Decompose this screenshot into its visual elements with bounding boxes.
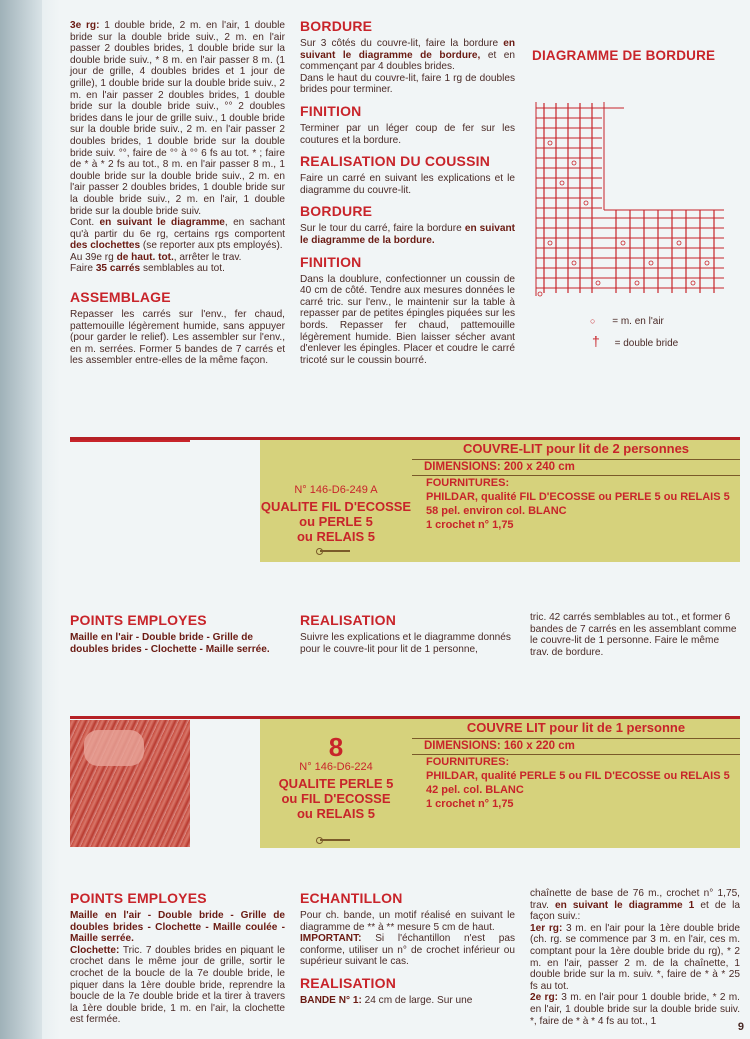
band-ref-panel xyxy=(260,440,412,562)
legend-treble-label: = double bride xyxy=(614,338,679,349)
crochet-hook-icon xyxy=(320,839,350,841)
heading-bordure-2: BORDURE xyxy=(300,203,373,220)
heading-finition: FINITION xyxy=(300,102,362,119)
paragraph-count xyxy=(70,263,285,275)
border-diagram xyxy=(534,98,730,300)
bold-text: en suivant le diagramme 1 xyxy=(554,899,695,911)
paragraph-continue xyxy=(70,217,285,252)
band-spec-panel xyxy=(412,719,740,848)
bold-text: 35 carrés xyxy=(95,263,141,275)
quality-line-2: ou PERLE 5 xyxy=(299,514,373,529)
heading-realisation-2: REALISATION xyxy=(300,974,397,991)
bedspread-photo xyxy=(70,720,190,847)
bold-text: des clochettes xyxy=(70,240,141,252)
paragraph-important xyxy=(300,933,515,968)
diagram-title: DIAGRAMME DE BORDURE xyxy=(532,48,716,63)
paragraph-assemblage: Repasser les carrés sur l'env., fer chaud, pattemouille légèrement humide, sans appuyer (pour garder le relief). Les assembler sur l'env., en m. serrées. Former 5 bandes de 7 carrés et les assembler entre-elles de la même façon. xyxy=(70,309,285,367)
paragraph-echantillon: Pour ch. bande, un motif réalisé en suivant le diagramme de ** à ** mesure 5 cm de haut. xyxy=(300,910,515,933)
lead-text: 2e rg: xyxy=(530,992,558,1004)
band-fournitures-label: FOURNITURES: xyxy=(426,756,510,768)
band-fourniture-2: 42 pel. col. BLANC xyxy=(426,784,524,796)
binding-edge xyxy=(0,0,42,1039)
body-text: 1 double bride, 2 m. en l'air, 1 double bride sur la double bride suiv., 2 m. en l'air passer 2 doubles brides, 1 double bride sur la double bride suiv., * 8 m. en l'air passer 8 m. (1 jour de grille, 4 doubles brides et 1 jour de grille), 1 double bride sur la double bride suiv., 2 m. en l'air passer 2 doubles brides, 1 double bride sur la double bride suiv., °° 2 doubles brides dans le jour de grille suiv., 1 double bride sur la double bride suiv., 2 m. en l'air passer 2 doubles brides, 1 double bride sur la double bride suiv. °°, faire de °° à °° 6 fs au tot. * ; faire de * à * 2 fs au tot., 8 m. en l'air passer 8 m., 1 double bride sur la double bride suiv., 2 m. en l'air passer 2 doubles brides, 1 double bride sur la double bride suiv., 2 m. en l'air, 1 double bride sur la double bride suiv. xyxy=(70,20,285,217)
paragraph-coussin: Faire un carré en suivant les explications et le diagramme du couvre-lit. xyxy=(300,173,515,196)
quality-line-1: QUALITE PERLE 5 xyxy=(278,776,394,791)
reference-block xyxy=(260,484,412,544)
body-text: Tric. 7 doubles brides en piquant le crochet dans le même jour de grille, sortir le crochet de la boucle de la 7e double bride, le piquer dans la 1ère double bride, reprendre la boucle de la 7e double bride et la tirer à travers la 1ère double bride, 1 m. en l'air, la clochette est fermée. xyxy=(70,944,285,1026)
heading-points-2: POINTS EMPLOYES xyxy=(70,890,207,906)
bold-text: en suivant le diagramme de bordure, xyxy=(300,38,515,61)
crochet-hook-icon xyxy=(320,550,350,552)
reference-number: N° 146-D6-224 xyxy=(299,761,373,773)
band-fourniture-3: 1 crochet n° 1,75 xyxy=(426,519,514,531)
band-fourniture-1: PHILDAR, qualité PERLE 5 ou FIL D'ECOSSE ou RELAIS 5 xyxy=(426,770,730,782)
product-band-2 xyxy=(70,716,740,848)
column-1-bottom xyxy=(70,890,285,1026)
body-text: chaînette de base de 76 m., crochet n° 1,75, trav. xyxy=(530,888,740,911)
band-dimensions: DIMENSIONS: 160 x 220 cm xyxy=(412,739,740,755)
paragraph-bordure-2 xyxy=(300,223,515,246)
body-text: semblables au tot. xyxy=(140,263,225,275)
body-text: 3 m. en l'air pour 1 double bride, * 2 m. en l'air, 1 double bride sur la double bride suiv. *, faire de * à * 4 fs au tot., 1 xyxy=(530,992,740,1027)
bold-text: en suivant le diagramme de la bordure. xyxy=(300,223,516,246)
body-text: , arrêter le trav. xyxy=(173,251,242,263)
heading-assemblage: ASSEMBLAGE xyxy=(70,289,171,306)
chain-stitch-icon: ○ xyxy=(590,316,596,326)
band-ref-panel xyxy=(260,719,412,848)
quality-line-3: ou RELAIS 5 xyxy=(296,806,375,821)
body-text: Si l'échantillon n'est pas conforme, utiliser un n° de crochet inférieur ou supérieur suivant le cas. xyxy=(300,933,515,968)
band-fourniture-3: 1 crochet n° 1,75 xyxy=(426,798,514,810)
paragraph-finition-2: Dans la doublure, confectionner un coussin de 40 cm de côté. Tendre aux mesures données le carré tric. sur l'env., le maintenir sur la table à repasser par de petites épingles piquées sur les bords. Repasser fer chaud, pattemouille légèrement humide. Bien laisser sécher avant d'enlever les épingles. Placer et coudre le carré tricoté sur le coussin bourré. xyxy=(300,273,515,366)
heading-coussin: REALISATION DU COUSSIN xyxy=(300,153,491,170)
band-fournitures-label: FOURNITURES: xyxy=(426,477,510,489)
paragraph-realisation-1-cont: tric. 42 carrés semblables au tot., et former 6 bandes de 7 carrés en les assemblant comme le couvre-lit de 1 personne. Faire le même trav. de bordure. xyxy=(530,612,737,658)
lead-text: BANDE N° 1: xyxy=(300,994,362,1006)
paragraph-bordure-top: Dans le haut du couvre-lit, faire 1 rg de doubles brides pour terminer. xyxy=(300,72,515,96)
model-number: 8 xyxy=(328,732,344,762)
legend-chain-label: = m. en l'air xyxy=(612,316,664,327)
heading-points-1: POINTS EMPLOYES xyxy=(70,612,207,628)
quality-line-1: QUALITE FIL D'ECOSSE xyxy=(260,499,412,514)
paragraph-clochette xyxy=(70,945,285,1026)
quality-line-3: ou RELAIS 5 xyxy=(296,529,375,544)
column-1-top xyxy=(70,20,285,367)
column-1-mid xyxy=(70,612,285,655)
body-text: Sur le tour du carré, faire la bordure xyxy=(300,223,465,235)
paragraph-points-2: Maille en l'air - Double bride - Grille de doubles brides - Clochette - Maille coulée - Maille serrée. xyxy=(70,910,285,945)
band-spec-panel xyxy=(412,440,740,562)
lead-text: IMPORTANT: xyxy=(300,933,362,945)
heading-bordure: BORDURE xyxy=(300,18,373,34)
paragraph-rang-1 xyxy=(530,923,740,993)
pillow-shape xyxy=(84,730,144,766)
paragraph-chainette xyxy=(530,888,740,923)
heading-realisation-1: REALISATION xyxy=(300,612,397,628)
lead-text: 3e rg: xyxy=(70,20,100,31)
paragraph-points-1: Maille en l'air - Double bride - Grille de doubles brides - Clochette - Maille serrée. xyxy=(70,632,270,655)
bold-text: en suivant le diagramme xyxy=(99,217,225,229)
lead-text: 1er rg: xyxy=(530,922,563,934)
band-fourniture-2: 58 pel. environ col. BLANC xyxy=(426,505,567,517)
band-title: COUVRE LIT pour lit de 1 personne xyxy=(412,719,740,739)
bold-text: de haut. tot. xyxy=(116,251,174,263)
body-text: Au 39e rg xyxy=(70,251,117,263)
paragraph-bande-1 xyxy=(300,995,515,1007)
legend-chain xyxy=(590,316,664,327)
body-text: Sur 3 côtés du couvre-lit, faire la bordure xyxy=(300,38,504,49)
heading-finition-2: FINITION xyxy=(300,253,362,270)
column-2-bottom xyxy=(300,890,515,1007)
paragraph-stop xyxy=(70,252,285,264)
body-text: (se reporter aux pts employés). xyxy=(140,240,283,252)
page-number: 9 xyxy=(737,1021,744,1033)
band-rule-left xyxy=(70,440,190,442)
paragraph-bordure xyxy=(300,38,515,73)
paragraph-finition: Terminer par un léger coup de fer sur les coutures et la bordure. xyxy=(300,122,515,146)
band-dimensions: DIMENSIONS: 200 x 240 cm xyxy=(412,460,740,476)
reference-block xyxy=(260,733,412,821)
body-text: Faire xyxy=(70,263,96,275)
paragraph-realisation-1: Suivre les explications et le diagramme donnés pour le couvre-lit pour lit de 1 personne, xyxy=(300,632,511,655)
paragraph-rang-2 xyxy=(530,992,740,1027)
band-fourniture-1: PHILDAR, qualité FIL D'ECOSSE ou PERLE 5 ou RELAIS 5 xyxy=(426,491,730,503)
legend-treble xyxy=(592,333,678,349)
product-band-1 xyxy=(70,437,740,562)
paragraph-rang-3 xyxy=(70,20,285,217)
column-2-top xyxy=(300,18,515,366)
band-title: COUVRE-LIT pour lit de 2 personnes xyxy=(412,440,740,460)
reference-number: N° 146-D6-249 A xyxy=(294,484,378,496)
lead-text: Clochette: xyxy=(70,944,120,956)
quality-line-2: ou FIL D'ECOSSE xyxy=(281,791,391,806)
column-2-mid xyxy=(300,612,515,655)
heading-echantillon: ECHANTILLON xyxy=(300,890,403,906)
double-treble-icon: † xyxy=(592,333,600,349)
body-text: et de la façon suiv.: xyxy=(530,899,741,923)
column-3-bottom xyxy=(530,888,740,1027)
body-text: 24 cm de large. Sur une xyxy=(361,994,473,1006)
body-text: , en sachant qu'à partir du 6e rg, certains rgs comportent xyxy=(70,217,285,240)
body-text: 3 m. en l'air pour la 1ère double bride (ch. rg. se commence par 3 m. en l'air, ces m. comptant pour la 1ère double bride du rg), * 2 m. en l'air, passer 2 m. de la chaînette, 1 double bride sur la m. suiv. *, faire de * à * 25 fs au tot. xyxy=(530,922,740,992)
column-3-mid xyxy=(530,612,740,658)
body-text: Cont. xyxy=(70,217,100,229)
body-text: et en commençant par 4 doubles brides. xyxy=(300,49,515,73)
